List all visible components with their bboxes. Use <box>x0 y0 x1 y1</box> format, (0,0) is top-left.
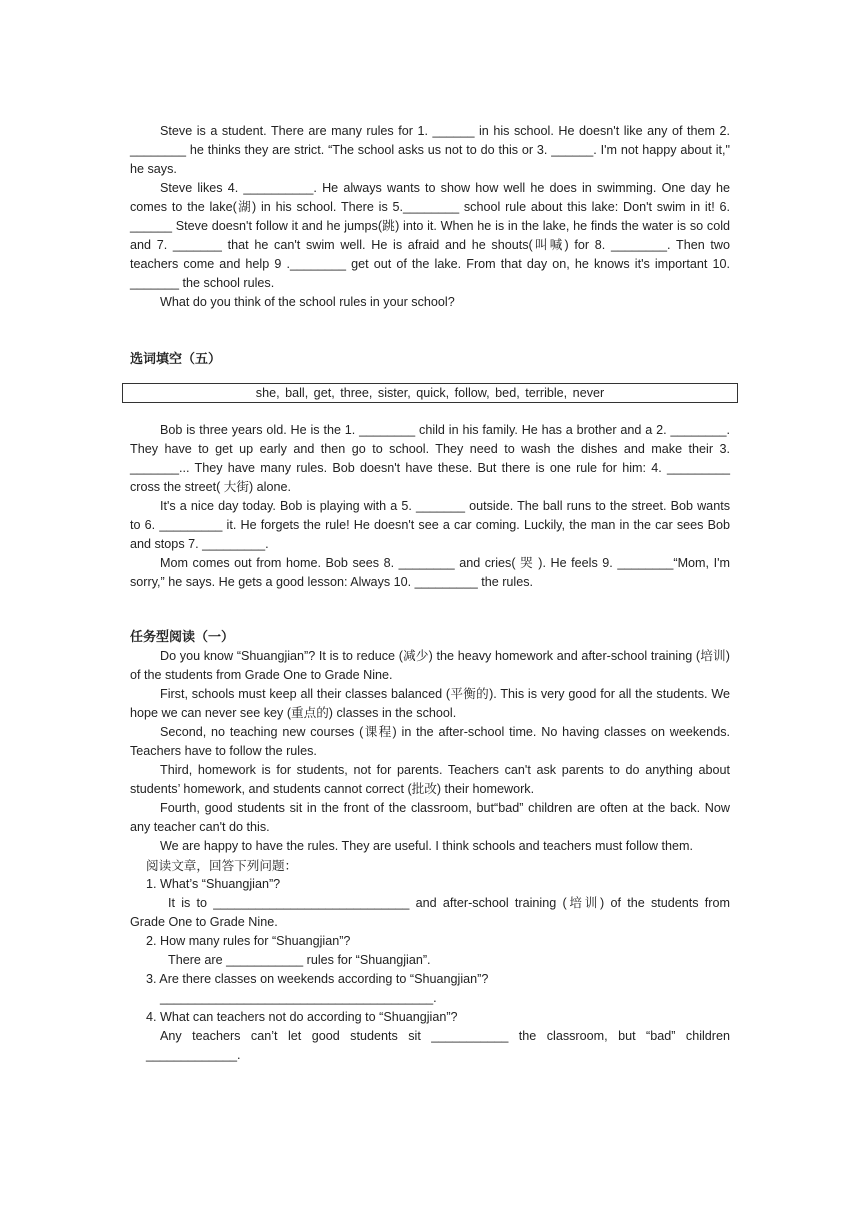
paragraph: Steve likes 4. __________. He always wants to show how well he does in swimming. One day he comes to the lake(湖) in his school. There is 5.________ school rule about this lake: Don't swim in it! 6. ______ Steve doesn't follow it and he jumps(跳) into it. When he is in the lake, he finds the water is so cold and 7. _______ that he can't swim well. He is afraid and he shouts(叫喊) for 8. ________. Then two teachers come and help 9 .________ get out of the lake. From that day on, he knows it's important 10. _______ the school rules. <box>130 181 730 290</box>
paragraph: Mom comes out from home. Bob sees 8. ________ and cries( 哭 ). He feels 9. ________“Mom, I'm sorry,” he says. He gets a good lesson: Always 10. _________ the rules. <box>130 556 730 589</box>
paragraph: Third, homework is for students, not for parents. Teachers can't ask parents to do anything about students’ homework, and students cannot correct (批改) their homework. <box>130 763 730 796</box>
word-bank: she, ball, get, three, sister, quick, follow, bed, terrible, never <box>255 386 605 400</box>
paragraph: Steve is a student. There are many rules for 1. ______ in his school. He doesn't like any of them 2. ________ he thinks they are strict. “The school asks us not to do this or 3. ______. I'm not happy about it," he says. <box>130 124 730 176</box>
word-bank-box <box>122 383 738 403</box>
section-heading: 任务型阅读（一） <box>130 630 235 645</box>
paragraph: What do you think of the school rules in your school? <box>160 295 455 309</box>
question: 2. How many rules for “Shuangjian”? <box>146 934 351 948</box>
document-page <box>130 122 730 1065</box>
paragraph: It's a nice day today. Bob is playing with a 5. _______ outside. The ball runs to the street. Bob wants to 6. _________ it. He forgets the rule! He doesn't see a car coming. Luckily, the man in the car sees Bob and stops 7. _________. <box>130 499 730 551</box>
question: 3. Are there classes on weekends according to “Shuangjian”? <box>146 972 489 986</box>
question: 4. What can teachers not do according to “Shuangjian”? <box>146 1010 458 1024</box>
instruction: 阅读文章，回答下列问题： <box>146 858 298 873</box>
answer-line: It is to ____________________________ and after-school training (培训) of the students from Grade One to Grade Nine. <box>130 896 730 929</box>
cloze-passage-steve <box>130 122 730 312</box>
paragraph: Bob is three years old. He is the 1. ________ child in his family. He has a brother and a 2. ________. They have to get up early and then go to school. They need to wash the dishes and make their 3. _______... They have many rules. Bob doesn't have these. But there is one rule for him: 4. _________ cross the street( 大街) alone. <box>130 423 730 494</box>
section-heading: 选词填空（五） <box>130 352 222 367</box>
paragraph: Fourth, good students sit in the front of the classroom, but“bad” children are often at the back. Now any teacher can't do this. <box>130 801 730 834</box>
answer-line: Any teachers can’t let good students sit ___________ the classroom, but “bad” children _____________. <box>146 1029 730 1062</box>
answer-line: _______________________________________. <box>160 991 437 1005</box>
task-reading-section-one <box>130 628 730 1065</box>
paragraph: Do you know “Shuangjian”? It is to reduce (减少) the heavy homework and after-school training (培训) of the students from Grade One to Grade Nine. <box>130 649 730 682</box>
question: 1. What’s “Shuangjian”? <box>146 877 281 891</box>
paragraph: Second, no teaching new courses (课程) in the after-school time. No having classes on weekends. Teachers have to follow the rules. <box>130 725 730 758</box>
paragraph: First, schools must keep all their classes balanced (平衡的). This is very good for all the students. We hope we can never see key (重点的) classes in the school. <box>130 687 730 720</box>
paragraph: We are happy to have the rules. They are useful. I think schools and teachers must follow them. <box>160 839 693 853</box>
answer-line: There are ___________ rules for “Shuangjian”. <box>168 953 431 967</box>
cloze-section-five <box>130 350 730 592</box>
